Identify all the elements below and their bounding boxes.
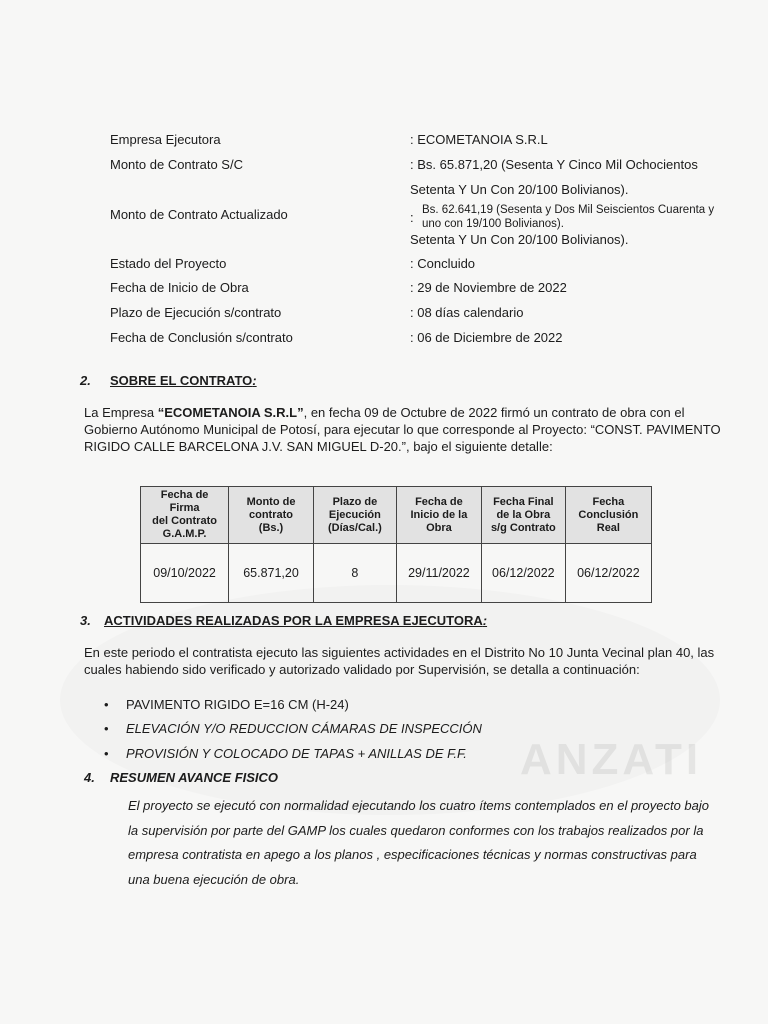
section-2-number: 2. [80, 373, 91, 388]
section-4-line-4: una buena ejecución de obra. [128, 871, 300, 887]
bullet-item-pavimento: PAVIMENTO RIGIDO E=16 CM (H-24) [126, 697, 349, 712]
field-value-estado: : Concluido [410, 256, 476, 271]
table-header-cell: Plazo de Ejecución (Días/Cal.) [313, 487, 396, 544]
table-header-cell: Fecha de Firma del Contrato G.A.M.P. [141, 487, 229, 544]
field-value-monto-actualizado-cont: uno con 19/100 Bolivianos). [422, 218, 564, 230]
field-value-conclusion: : 06 de Diciembre de 2022 [410, 330, 563, 345]
section-3-number: 3. [80, 613, 91, 628]
section-4-line-2: la supervisión por parte del GAMP los cuales quedaron conformes con los trabajos realizados por la [128, 822, 704, 838]
field-value-monto: : Bs. 65.871,20 (Sesenta Y Cinco Mil Ochocientos [410, 157, 698, 172]
section-3-line-1: En este periodo el contratista ejecuto las siguientes actividades en el Distrito No 10 Junta Vecinal plan 40, las [84, 645, 715, 660]
field-label-estado: Estado del Proyecto [110, 256, 227, 271]
section-2-title: SOBRE EL CONTRATO: [110, 373, 257, 388]
field-label-monto-actualizado: Monto de Contrato Actualizado [110, 207, 288, 222]
field-colon-monto-actualizado: : [410, 210, 414, 225]
field-label-plazo: Plazo de Ejecución s/contrato [110, 305, 282, 320]
section-2-line-1: La Empresa “ECOMETANOIA S.R.L”, en fecha 09 de Octubre de 2022 firmó un contrato de obra con el [84, 405, 685, 420]
field-label-inicio: Fecha de Inicio de Obra [110, 280, 249, 295]
table-header-cell: Monto de contrato (Bs.) [229, 487, 314, 544]
table-header-cell: Fecha de Inicio de la Obra [396, 487, 481, 544]
section-4-number: 4. [84, 770, 95, 785]
section-3-paragraph [84, 644, 734, 678]
table-cell-inicio: 29/11/2022 [396, 544, 481, 603]
field-value-monto-actualizado: Bs. 62.641,19 (Sesenta y Dos Mil Seiscientos Cuarenta y [422, 204, 715, 216]
section-4-title: RESUMEN AVANCE FISICO [110, 770, 279, 785]
field-label-monto: Monto de Contrato S/C [110, 157, 243, 172]
section-2-line-2: Gobierno Autónomo Municipal de Potosí, para ejecutar lo que corresponde al Proyecto: “CONST. PAVIMENTO [84, 422, 721, 437]
field-label-empresa: Empresa Ejecutora [110, 132, 221, 147]
field-value-plazo: : 08 días calendario [410, 305, 524, 320]
section-3-line-2: cuales habiendo sido verificado y autorizado validado por Supervisión, se detalla a continuación: [84, 662, 640, 677]
field-value-monto-actualizado-cont2: Setenta Y Un Con 20/100 Bolivianos). [410, 232, 629, 247]
contract-table [140, 486, 652, 603]
section-4-line-1: El proyecto se ejecutó con normalidad ejecutando los cuatro ítems contemplados en el proyecto bajo [128, 798, 710, 813]
section-4-paragraph [128, 794, 713, 892]
table-cell-fecha-final: 06/12/2022 [481, 544, 565, 603]
bullet-dot: • [104, 721, 109, 736]
watermark-text: ANZATI [520, 735, 703, 784]
table-cell-conclusion-real: 06/12/2022 [565, 544, 651, 603]
bullet-dot: • [104, 746, 109, 761]
bullet-item-elevacion: ELEVACIÓN Y/O REDUCCION CÁMARAS DE INSPECCIÓN [126, 721, 482, 736]
field-label-conclusion: Fecha de Conclusión s/contrato [110, 330, 293, 345]
table-header-row [141, 487, 652, 544]
table-cell-monto: 65.871,20 [229, 544, 314, 603]
section-2-line-3: RIGIDO CALLE BARCELONA J.V. SAN MIGUEL D-20.”, bajo el siguiente detalle: [84, 439, 553, 454]
table-row [141, 544, 652, 603]
field-value-inicio: : 29 de Noviembre de 2022 [410, 280, 567, 295]
section-4-line-3: empresa contratista en apego a los planos , especificaciones técnicas y normas constructivas para [128, 847, 697, 862]
table-cell-fecha-firma: 09/10/2022 [141, 544, 229, 603]
table-header-cell: Fecha Final de la Obra s/g Contrato [481, 487, 565, 544]
field-value-monto-cont: Setenta Y Un Con 20/100 Bolivianos). [410, 182, 629, 197]
field-value-empresa: : ECOMETANOIA S.R.L [410, 132, 548, 147]
section-2-paragraph [84, 404, 724, 455]
table-cell-plazo: 8 [313, 544, 396, 603]
bullet-item-provision: PROVISIÓN Y COLOCADO DE TAPAS + ANILLAS DE F.F. [126, 746, 467, 761]
section-3-title: ACTIVIDADES REALIZADAS POR LA EMPRESA EJECUTORA: [104, 613, 488, 628]
bullet-dot: • [104, 697, 109, 712]
table-header-cell: Fecha Conclusión Real [565, 487, 651, 544]
